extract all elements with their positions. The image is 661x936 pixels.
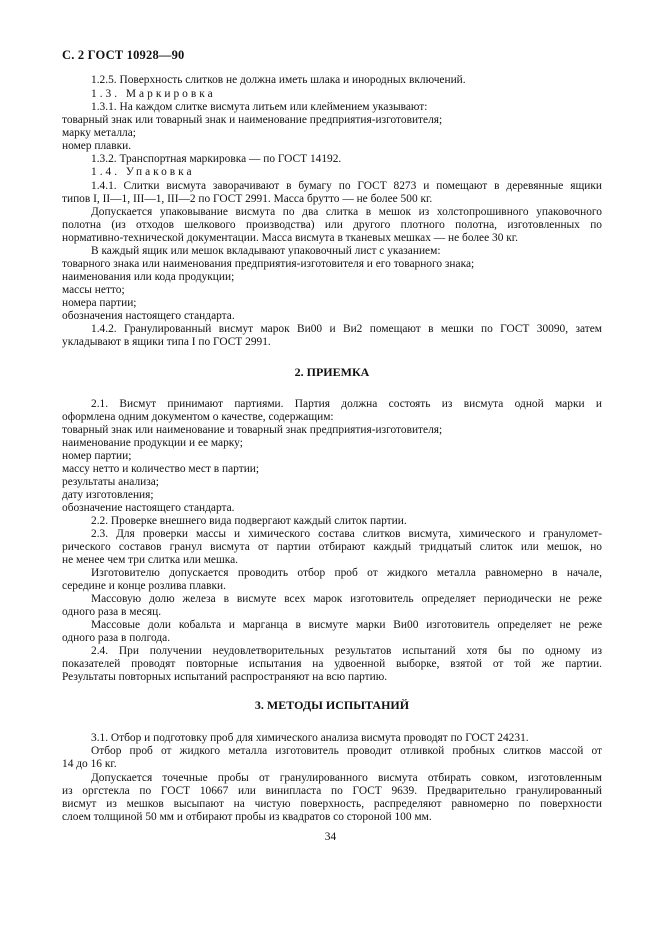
text-line: 3.1. Отбор и подготовку проб для химического анализа висмута проводят по ГОСТ 24231. [91,732,529,744]
text-line: товарного знака или наименования предприятия-изготовителя и его товарного знака; [62,258,475,270]
text-line: 1.3.2. Транспортная маркировка — по ГОСТ 14192. [91,153,342,165]
text-line: 1.2.5. Поверхность слитков не должна иметь шлака и инородных включений. [91,74,466,86]
text-line: обозначение настоящего стандарта. [62,502,235,514]
text-line: результаты анализа; [62,476,159,488]
text-line: номер плавки. [62,140,132,152]
text-line: 14 до 16 кг. [62,758,117,770]
text-line: наименования или кода продукции; [62,271,235,283]
text-line: номера партии; [62,297,137,309]
text-line: Допускается упаковывание висмута по два слитка в мешок из холстопрошивного упаковочного [91,206,602,218]
text-line: не менее чем три слитка или мешка. [62,554,239,566]
text-line: одного раза в полгода. [62,632,171,644]
text-line: 1.4. Упаковка [91,166,195,178]
text-line: 2.1. Висмут принимают партиями. Партия должна состоять из висмута одной марки и [91,398,602,410]
text-line: 2.4. При получении неудовлетворительных результатов испытаний хотя бы по одному из [91,645,602,657]
text-line: массу нетто и количество мест в партии; [62,463,260,475]
text-line: 1.3. Маркировка [91,88,216,100]
text-line: номер партии; [62,450,132,462]
text-line: нормативно-технической документации. Масса висмута в тканевых мешках — не более 30 кг. [62,232,519,244]
text-line: массы нетто; [62,284,125,296]
text-line: оформлена одним документом о качестве, содержащим: [62,411,334,423]
text-line: рического составов гранул висмута от партии отбирают каждый тридцатый слиток или мешок, но [62,541,602,553]
section-heading: 3. МЕТОДЫ ИСПЫТАНИЙ [254,698,410,712]
text-line: из оргстекла по ГОСТ 10667 или винипласта по ГОСТ 9639. Предварительно гранулированный [62,785,602,797]
page-number: 34 [324,831,337,843]
text-line: 1.3.1. На каждом слитке висмута литьем или клеймением указывают: [91,101,428,113]
text-line: обозначения настоящего стандарта. [62,310,235,322]
text-line: 2.3. Для проверки массы и химического состава слитков висмута, химического и грануломет- [91,528,602,540]
text-line: Массовые доли кобальта и марганца в висмуте марки Ви00 изготовитель определяет не реже [91,619,602,631]
text-line: полотна (из отходов шелкового производства) или другого плотного полотна, изготовленных по [62,219,602,231]
text-line: Изготовителю допускается проводить отбор проб от жидкого металла равномерно в начале, [91,567,602,579]
text-line: типов I, II—1, III—1, III—2 по ГОСТ 2991. Масса брутто — не более 500 кг. [62,193,433,205]
text-line: укладывают в ящики типа I по ГОСТ 2991. [62,336,271,348]
text-line: слоем толщиной 50 мм и отбирают пробы из квадратов со стороной 100 мм. [62,811,432,823]
text-line: показателей проводят повторные испытания на удвоенной выборке, взятой от той же партии. [62,658,602,670]
text-line: Отбор проб от жидкого металла изготовитель проводит отливкой пробных слитков массой от [91,745,602,757]
text-line: Результаты повторных испытаний распространяют на всю партию. [62,671,388,683]
text-line: марку металла; [62,127,136,139]
section-heading: 2. ПРИЕМКА [294,365,370,379]
text-line: наименование продукции и ее марку; [62,437,243,449]
text-line: висмут из мешков высыпают на чистую поверхность, распределяют равномерно по поверхности [62,798,602,810]
text-line: середине и конце розлива плавки. [62,580,226,592]
text-line: В каждый ящик или мешок вкладывают упаковочный лист с указанием: [91,245,441,257]
running-header: С. 2 ГОСТ 10928—90 [62,48,185,62]
text-line: дату изготовления; [62,489,154,501]
text-line: Массовую долю железа в висмуте всех марок изготовитель определяет периодически не реже [91,593,602,605]
text-line: товарный знак или товарный знак и наименование предприятия-изготовителя; [62,114,443,126]
text-line: одного раза в месяц. [62,606,162,618]
text-line: товарный знак или наименование и товарный знак предприятия-изготовителя; [62,424,443,436]
text-line: 1.4.1. Слитки висмута заворачивают в бумагу по ГОСТ 8273 и помещают в деревянные ящики [91,180,602,192]
text-line: 2.2. Проверке внешнего вида подвергают каждый слиток партии. [91,515,407,527]
text-line: 1.4.2. Гранулированный висмут марок Ви00 и Ви2 помещают в мешки по ГОСТ 30090, затем [91,323,602,335]
text-line: Допускается точечные пробы от гранулированного висмута отбирать совком, изготовленным [91,772,602,784]
